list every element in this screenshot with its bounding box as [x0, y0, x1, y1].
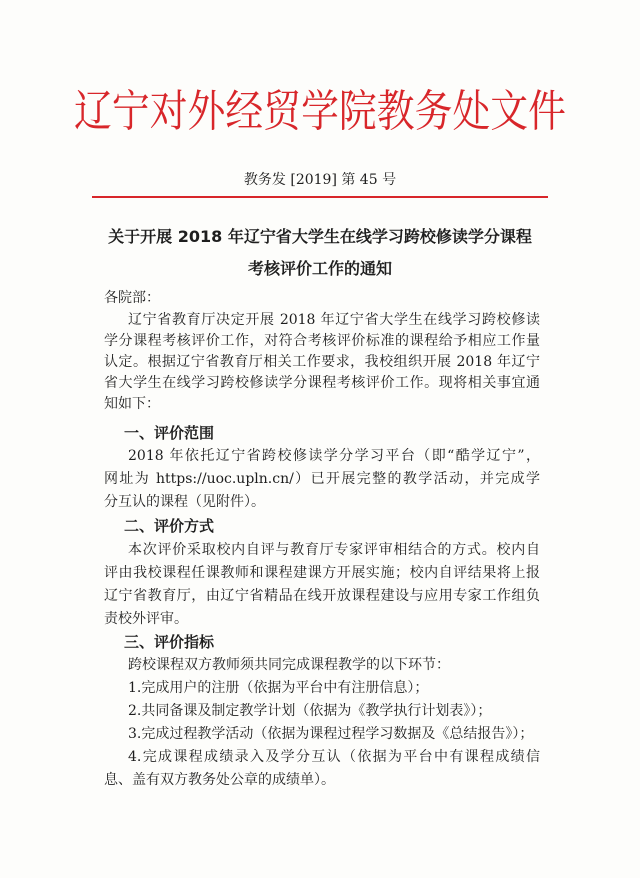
section-heading-scope: 一、评价范围	[124, 424, 215, 442]
indicators-line-2: 1.完成用户的注册（依据为平台中有注册信息）；	[128, 680, 429, 696]
indicators-line-6: 息、盖有双方教务处公章的成绩单）。	[104, 772, 335, 788]
scope-line-3: 分互认的课程（见附件）。	[104, 494, 265, 510]
document-header-title: 辽宁对外经贸学院教务处文件	[74, 86, 566, 137]
notice-title-line-2: 考核评价工作的通知	[247, 259, 392, 278]
indicators-line-3: 2.共同备课及制定教学计划（依据为《教学执行计划表》）；	[128, 703, 492, 719]
intro-line-5: 知如下：	[104, 396, 160, 412]
red-divider-line	[92, 196, 548, 198]
indicators-line-4: 3.完成过程教学活动（依据为课程过程学习数据及《总结报告》）；	[128, 726, 534, 742]
indicators-line-1: 跨校课程双方教师须共同完成课程教学的以下环节：	[128, 657, 450, 673]
method-line-1: 本次评价采取校内自评与教育厅专家评审相结合的方式。校内自	[128, 542, 540, 558]
intro-line-3: 认定。根据辽宁省教育厅相关工作要求，我校组织开展 2018 年辽宁	[104, 354, 540, 370]
intro-line-4: 省大学生在线学习跨校修读学分课程考核评价工作。现将相关事宜通	[104, 375, 540, 391]
indicators-line-5: 4.完成课程成绩录入及学分互认（依据为平台中有课程成绩信	[128, 749, 540, 765]
method-line-3: 辽宁省教育厅，由辽宁省精品在线开放课程建设与应用专家工作组负	[104, 588, 540, 604]
document-number: 教务发 [2019] 第 45 号	[243, 172, 397, 188]
intro-line-2: 学分课程考核评价工作，对符合考核评价标准的课程给予相应工作量	[104, 333, 540, 349]
scope-line-1: 2018 年依托辽宁省跨校修读学分学习平台（即“酷学辽宁”，	[128, 448, 540, 464]
intro-line-1: 辽宁省教育厅决定开展 2018 年辽宁省大学生在线学习跨校修读	[128, 312, 540, 328]
method-line-4: 责校外评审。	[104, 611, 188, 627]
section-heading-indicators: 三、评价指标	[124, 633, 215, 651]
section-heading-method: 二、评价方式	[124, 517, 215, 535]
notice-title-line-1: 关于开展 2018 年辽宁省大学生在线学习跨校修读学分课程	[108, 227, 532, 246]
method-line-2: 评由我校课程任课教师和课程建课方开展实施；校内自评结果将上报	[104, 565, 540, 581]
salutation: 各院部：	[104, 290, 160, 306]
scope-line-2: 网址为 https://uoc.upln.cn/）已开展完整的教学活动，并完成学	[104, 471, 540, 487]
